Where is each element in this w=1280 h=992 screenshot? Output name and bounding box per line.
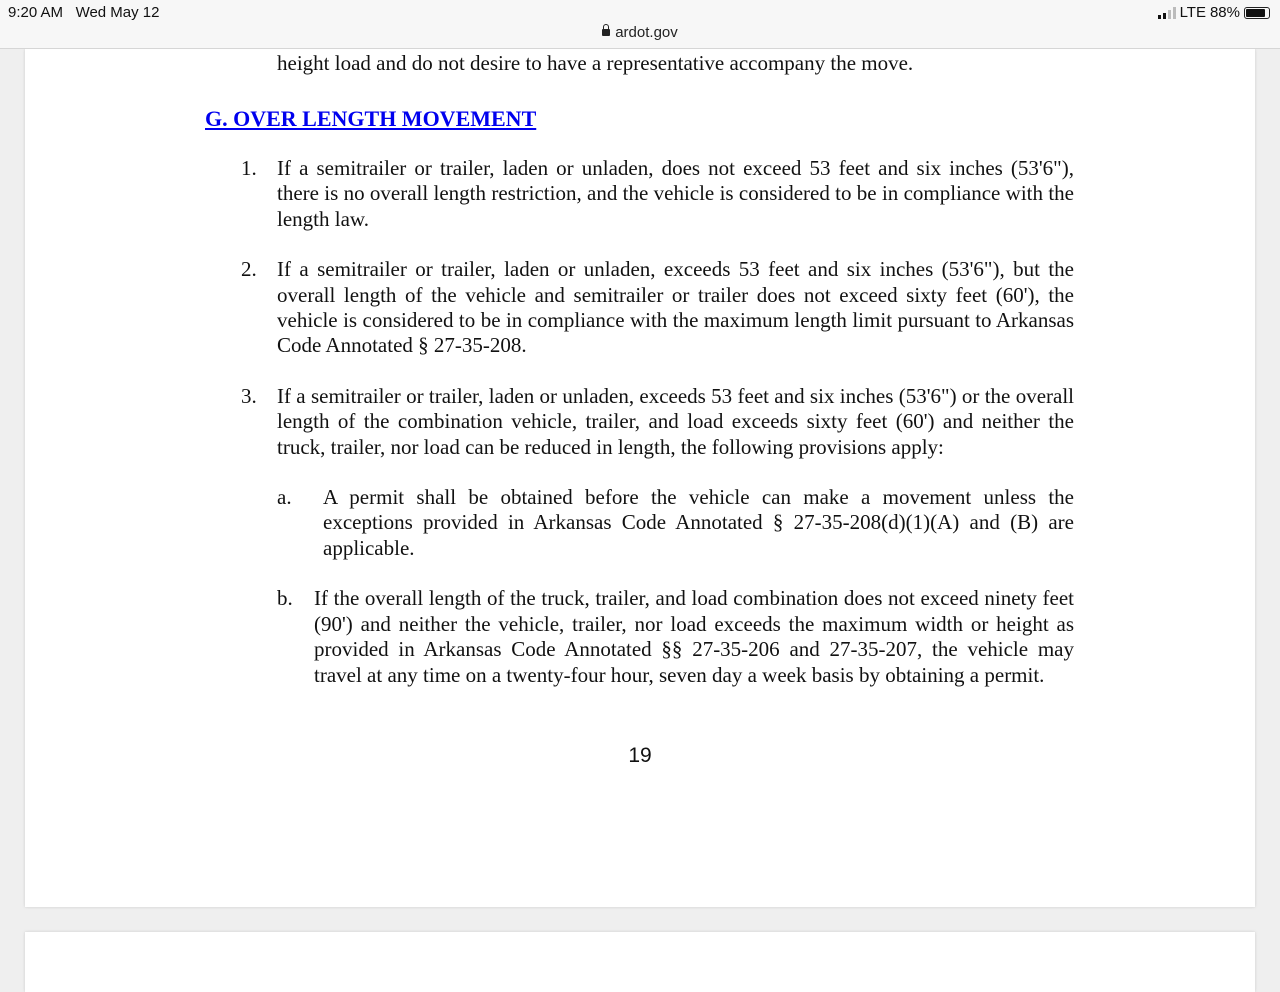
document-page bbox=[25, 49, 1255, 907]
list-item bbox=[241, 384, 1074, 460]
list-item bbox=[241, 257, 1074, 359]
sub-list-item-text: A permit shall be obtained before the vehicle can make a movement unless the exceptions provided in Arkansas Code Annotated § 27-35-208(d)(1)(A) and (B) are applicable. bbox=[323, 485, 1074, 560]
item-number: 2. bbox=[241, 257, 257, 282]
signal-icon bbox=[1158, 7, 1176, 19]
page-number: 19 bbox=[628, 743, 652, 767]
cut-off-line: height load and do not desire to have a representative accompany the move. bbox=[277, 51, 914, 75]
list-item-text: If a semitrailer or trailer, laden or unladen, does not exceed 53 feet and six inches (53'6"), there is no overall length restriction, and the vehicle is considered to be in compliance with the length law. bbox=[277, 156, 1074, 231]
sub-list-item-text: If the overall length of the truck, trailer, and load combination does not exceed ninety feet (90') and neither the vehicle, trailer, nor load exceeds the maximum width or height as provided in Arkansas Code Annotated §§ 27-35-206 and 27-35-207, the vehicle may travel at any time on a twenty-four hour, seven day a week basis by obtaining a permit. bbox=[314, 586, 1074, 687]
status-bar bbox=[0, 0, 1280, 49]
list-item-text: If a semitrailer or trailer, laden or unladen, exceeds 53 feet and six inches (53'6"), but the overall length of the vehicle and semitrailer or trailer does not exceed sixty feet (60'), the vehicle is considered to be in compliance with the maximum length limit pursuant to Arkansas Code Annotated § 27-35-208. bbox=[277, 257, 1074, 358]
status-right bbox=[1158, 4, 1270, 21]
subitem-letter: b. bbox=[277, 586, 293, 611]
next-page bbox=[25, 932, 1255, 992]
lock-icon bbox=[602, 29, 610, 36]
url-text: ardot.gov bbox=[615, 24, 678, 41]
item-number: 3. bbox=[241, 383, 257, 408]
item-number: 1. bbox=[241, 156, 257, 180]
section-heading[interactable]: G. OVER LENGTH MOVEMENT bbox=[205, 106, 537, 131]
battery-label: 88% bbox=[1209, 4, 1240, 21]
network-label: LTE bbox=[1179, 4, 1206, 21]
subitem-letter: a. bbox=[277, 485, 292, 510]
sub-list-item bbox=[277, 586, 1074, 688]
status-time bbox=[8, 4, 160, 21]
sub-list-item bbox=[277, 485, 1074, 561]
date: Wed May 12 bbox=[75, 4, 160, 21]
list-item-text: If a semitrailer or trailer, laden or unladen, exceeds 53 feet and six inches (53'6") or the overall length of the combination vehicle, trailer, and load exceeds sixty feet (60') and neither the truck, trailer, nor load can be reduced in length, the following provisions apply: bbox=[277, 383, 1074, 459]
time: 9:20 AM bbox=[8, 4, 64, 21]
battery-icon bbox=[1244, 7, 1270, 19]
list-item bbox=[241, 156, 1074, 232]
address-bar[interactable] bbox=[0, 24, 1280, 41]
